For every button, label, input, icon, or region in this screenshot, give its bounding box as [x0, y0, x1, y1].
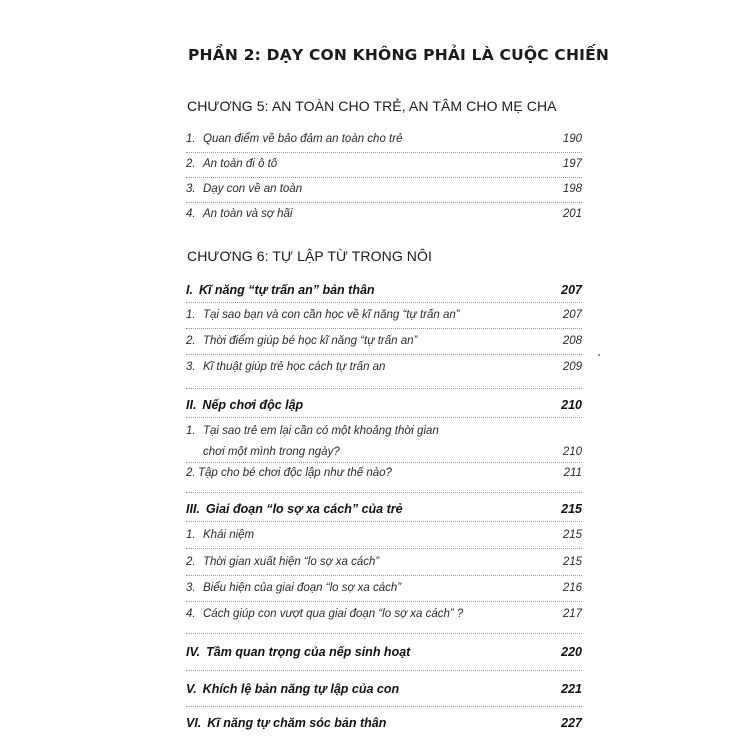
entry-label: Dạy con về an toàn: [203, 183, 303, 195]
section-page: 210: [561, 398, 582, 412]
entry-label: Thời gian xuất hiện “lo sợ xa cách”: [203, 556, 380, 568]
entry-label-line1: Tại sao trẻ em lại cần có một khoảng thời gian: [203, 425, 439, 437]
section-page: 215: [561, 502, 582, 516]
entry-page: 210: [562, 446, 582, 458]
entry-number: 1.: [186, 133, 196, 145]
divider: [186, 575, 582, 576]
divider: [186, 548, 582, 549]
entry-label: Kĩ thuật giúp trẻ học cách tự trấn an: [203, 361, 386, 373]
entry-number: 1.: [186, 425, 196, 437]
entry-number: 3.: [186, 361, 196, 373]
entry-page: 197: [562, 158, 582, 170]
entry-number: 1.: [186, 529, 196, 541]
entry-number: 2.: [186, 556, 196, 568]
entry-label: Tại sao bạn và con cần học về kĩ năng “tự trấn an”: [203, 309, 460, 321]
section-number: III.: [186, 502, 200, 516]
divider: [186, 462, 582, 463]
toc-section[interactable]: [186, 645, 582, 659]
entry-number: 2.: [186, 467, 196, 479]
toc-entry[interactable]: [186, 335, 582, 347]
entry-label: An toàn đi ô tô: [203, 158, 278, 170]
toc-entry[interactable]: [186, 421, 582, 463]
toc-entry[interactable]: [186, 582, 582, 594]
divider: [186, 601, 582, 602]
entry-page: 198: [562, 183, 582, 195]
entry-label-line2: chơi một mình trong ngày?: [203, 446, 340, 458]
toc-entry[interactable]: [186, 208, 582, 220]
section-number: IV.: [186, 645, 201, 659]
entry-number: 3.: [186, 582, 196, 594]
toc-entry[interactable]: [186, 309, 582, 321]
toc-section[interactable]: [186, 682, 582, 696]
divider: [186, 152, 582, 153]
section-label: Kĩ năng tự chăm sóc bản thân: [207, 716, 387, 730]
print-speck: [598, 354, 600, 356]
divider: [186, 328, 582, 329]
entry-number: 1.: [186, 309, 196, 321]
toc-entry[interactable]: [186, 529, 582, 541]
toc-section[interactable]: [186, 398, 582, 412]
section-label: Kĩ năng “tự trấn an” bản thân: [198, 283, 375, 297]
entry-page: 207: [562, 309, 582, 321]
section-number: I.: [186, 283, 193, 297]
toc-entry[interactable]: [186, 183, 582, 195]
divider: [186, 354, 582, 355]
entry-page: 215: [562, 529, 582, 541]
entry-number: 4.: [186, 608, 196, 620]
divider: [186, 202, 582, 203]
entry-page: 215: [562, 556, 582, 568]
entry-label: Khái niệm: [203, 529, 255, 541]
part-title: PHẦN 2: DẠY CON KHÔNG PHẢI LÀ CUỘC CHIẾN: [188, 46, 610, 64]
entry-number: 4.: [186, 208, 196, 220]
section-label: Khích lệ bản năng tự lập của con: [202, 682, 400, 696]
entry-page: 209: [562, 361, 582, 373]
section-label: Tầm quan trọng của nếp sinh hoạt: [206, 645, 411, 659]
section-number: VI.: [186, 716, 202, 730]
entry-page: 208: [562, 335, 582, 347]
section-label: Giai đoạn “lo sợ xa cách” của trẻ: [205, 502, 403, 516]
section-number: II.: [186, 398, 197, 412]
divider: [186, 417, 582, 418]
entry-page: 190: [562, 133, 582, 145]
toc-section[interactable]: [186, 716, 582, 730]
divider: [186, 302, 582, 303]
entry-label: Biểu hiện của giai đoạn “lo sợ xa cách”: [203, 582, 402, 594]
divider: [186, 177, 582, 178]
entry-label: Thời điểm giúp bé học kĩ năng “tự trấn an”: [203, 335, 418, 347]
toc-entry[interactable]: [186, 608, 582, 620]
section-page: 207: [561, 283, 582, 297]
section-label: Nếp chơi độc lập: [202, 398, 304, 412]
divider: [186, 388, 582, 389]
entry-label: An toàn và sợ hãi: [203, 208, 293, 220]
entry-page: 217: [562, 608, 582, 620]
toc-entry[interactable]: [186, 556, 582, 568]
entry-number: 2.: [186, 335, 196, 347]
entry-label: Tập cho bé chơi độc lập như thế nào?: [198, 467, 392, 479]
entry-number: 2.: [186, 158, 196, 170]
section-page: 227: [561, 716, 582, 730]
divider: [186, 492, 582, 493]
divider: [186, 706, 582, 707]
entry-label: Quan điểm về bảo đảm an toàn cho trẻ: [203, 133, 403, 145]
toc-entry[interactable]: [186, 467, 582, 479]
toc-section[interactable]: [186, 283, 582, 297]
entry-label: Cách giúp con vượt qua giai đoạn “lo sợ xa cách” ?: [203, 608, 464, 620]
section-page: 221: [561, 682, 582, 696]
divider: [186, 633, 582, 634]
entry-number: 3.: [186, 183, 196, 195]
toc-entry[interactable]: [186, 133, 582, 145]
toc-section[interactable]: [186, 502, 582, 516]
divider: [186, 521, 582, 522]
toc-entry[interactable]: [186, 361, 582, 373]
toc-entry[interactable]: [186, 158, 582, 170]
chapter-6-title: CHƯƠNG 6: TỰ LẬP TỪ TRONG NÔI: [187, 248, 433, 264]
entry-page: 211: [563, 467, 582, 479]
chapter-5-title: CHƯƠNG 5: AN TOÀN CHO TRẺ, AN TÂM CHO MẸ CHA: [187, 98, 557, 114]
entry-page: 216: [562, 582, 582, 594]
entry-page: 201: [562, 208, 582, 220]
divider: [186, 670, 582, 671]
section-number: V.: [186, 682, 197, 696]
section-page: 220: [561, 645, 582, 659]
